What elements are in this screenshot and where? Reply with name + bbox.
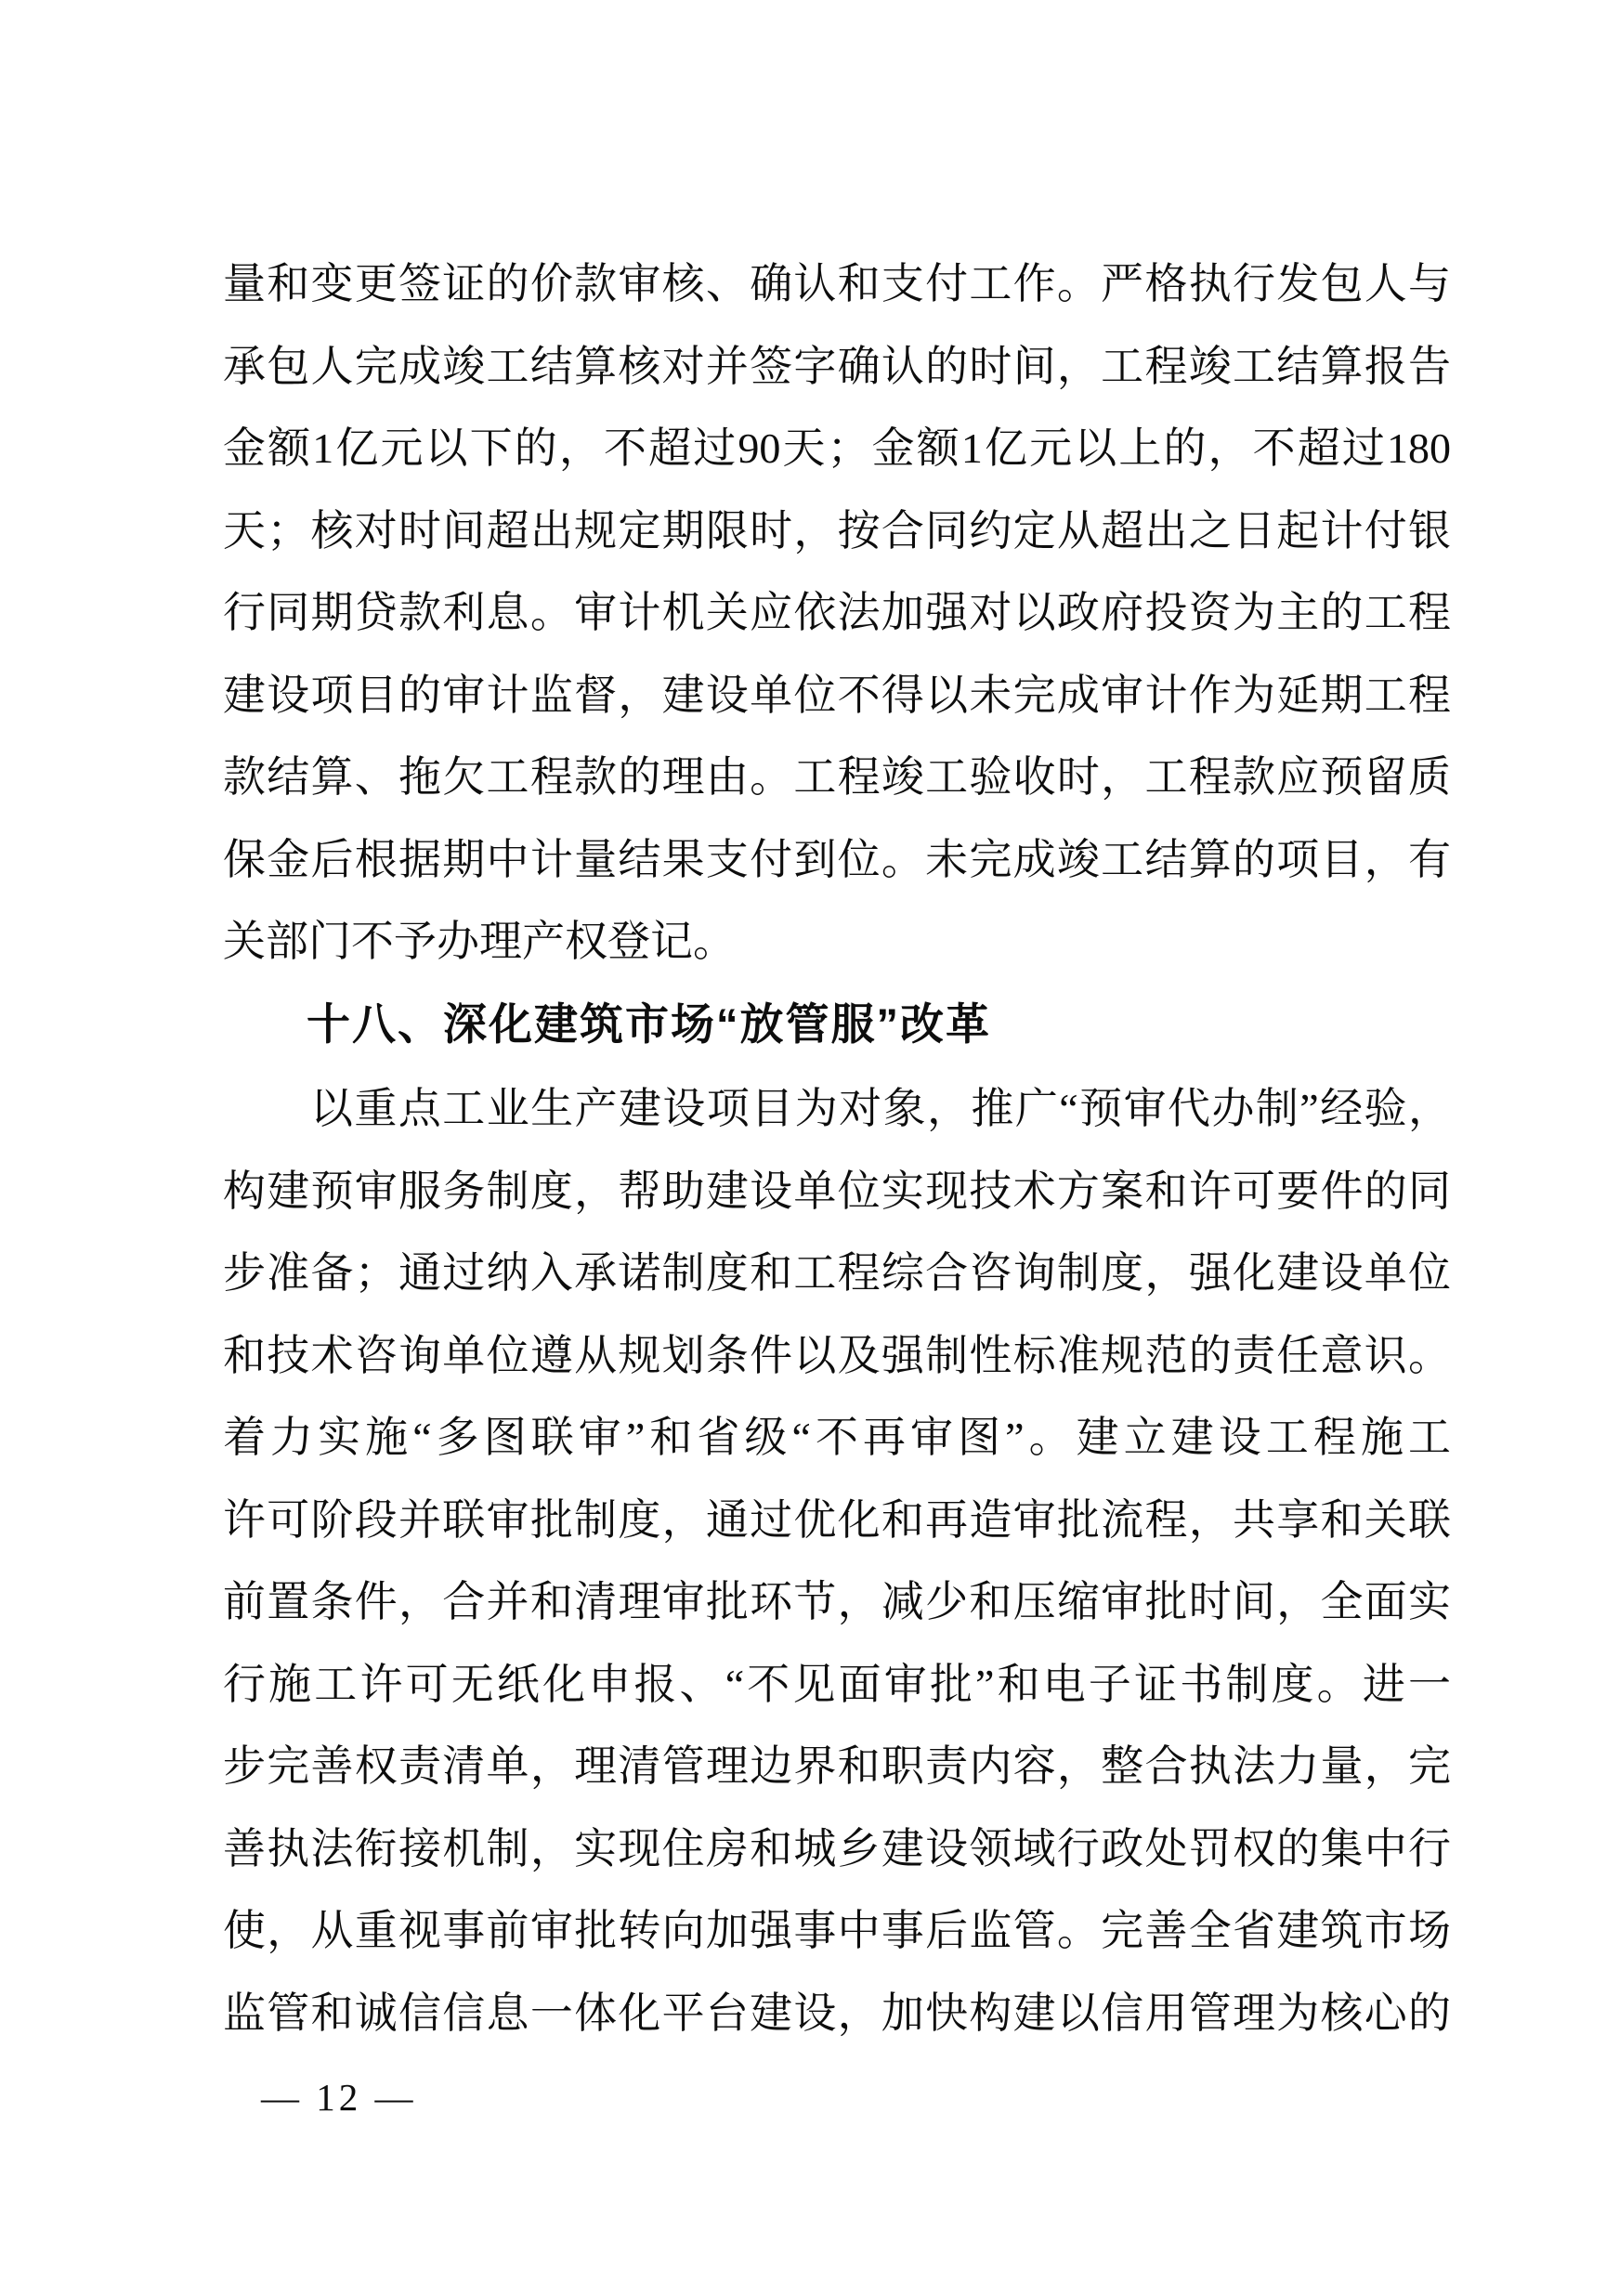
paragraph-continuation <box>223 243 1451 984</box>
text-line: 监管和诚信信息一体化平台建设，加快构建以信用管理为核心的 <box>223 1989 1451 2037</box>
text-line: 金额1亿元以下的，不超过90天；金额1亿元以上的，不超过180 <box>223 424 1451 472</box>
text-line: 着力实施“多图联审”和省级“不再审图”。建立建设工程施工 <box>223 1414 1451 1461</box>
text-line: 步完善权责清单，理清管理边界和职责内容，整合执法力量，完 <box>223 1742 1451 1790</box>
text-line: 关部门不予办理产权登记。 <box>223 918 736 965</box>
text-line: 款结算、拖欠工程款的理由。工程竣工验收时，工程款应预留质 <box>223 753 1451 801</box>
text-line: 构建预审服务制度，帮助建设单位实现技术方案和许可要件的同 <box>223 1167 1451 1215</box>
text-line: 前置条件，合并和清理审批环节，减少和压缩审批时间，全面实 <box>223 1578 1451 1625</box>
text-line: 步准备；通过纳入承诺制度和工程综合咨询制度，强化建设单位 <box>223 1249 1451 1297</box>
text-line: 保金后根据期中计量结果支付到位。未完成竣工结算的项目，有 <box>223 835 1451 883</box>
text-line: 使，从重视事前审批转向加强事中事后监管。完善全省建筑市场 <box>223 1907 1451 1954</box>
page-number: — 12 — <box>261 2076 417 2119</box>
text-line: 以重点工业生产建设项目为对象，推广“预审代办制”经验， <box>310 1085 1451 1132</box>
text-line: 和技术咨询单位遵从规划条件以及强制性标准规范的责任意识。 <box>223 1331 1451 1379</box>
paragraph-section-body <box>223 1068 1451 2055</box>
text-line: 行同期贷款利息。审计机关应依法加强对以政府投资为主的工程 <box>223 589 1451 636</box>
text-line: 量和变更签证的价款审核、确认和支付工作。严格执行发包人与 <box>223 260 1451 307</box>
text-line: 善执法衔接机制，实现住房和城乡建设领域行政处罚权的集中行 <box>223 1824 1451 1872</box>
section-heading: 十八、深化建筑市场“放管服”改革 <box>307 999 991 1049</box>
text-line: 建设项目的审计监督，建设单位不得以未完成审计作为延期工程 <box>223 671 1451 719</box>
text-line: 承包人完成竣工结算核对并签字确认的时间，工程竣工结算报告 <box>223 342 1451 390</box>
text-line: 行施工许可无纸化申报、“不见面审批”和电子证书制度。进一 <box>223 1660 1451 1708</box>
text-line: 天；核对时间超出规定期限时，按合同约定从超出之日起计付银 <box>223 506 1451 554</box>
text-line: 许可阶段并联审批制度，通过优化和再造审批流程，共享和关联 <box>223 1495 1451 1544</box>
